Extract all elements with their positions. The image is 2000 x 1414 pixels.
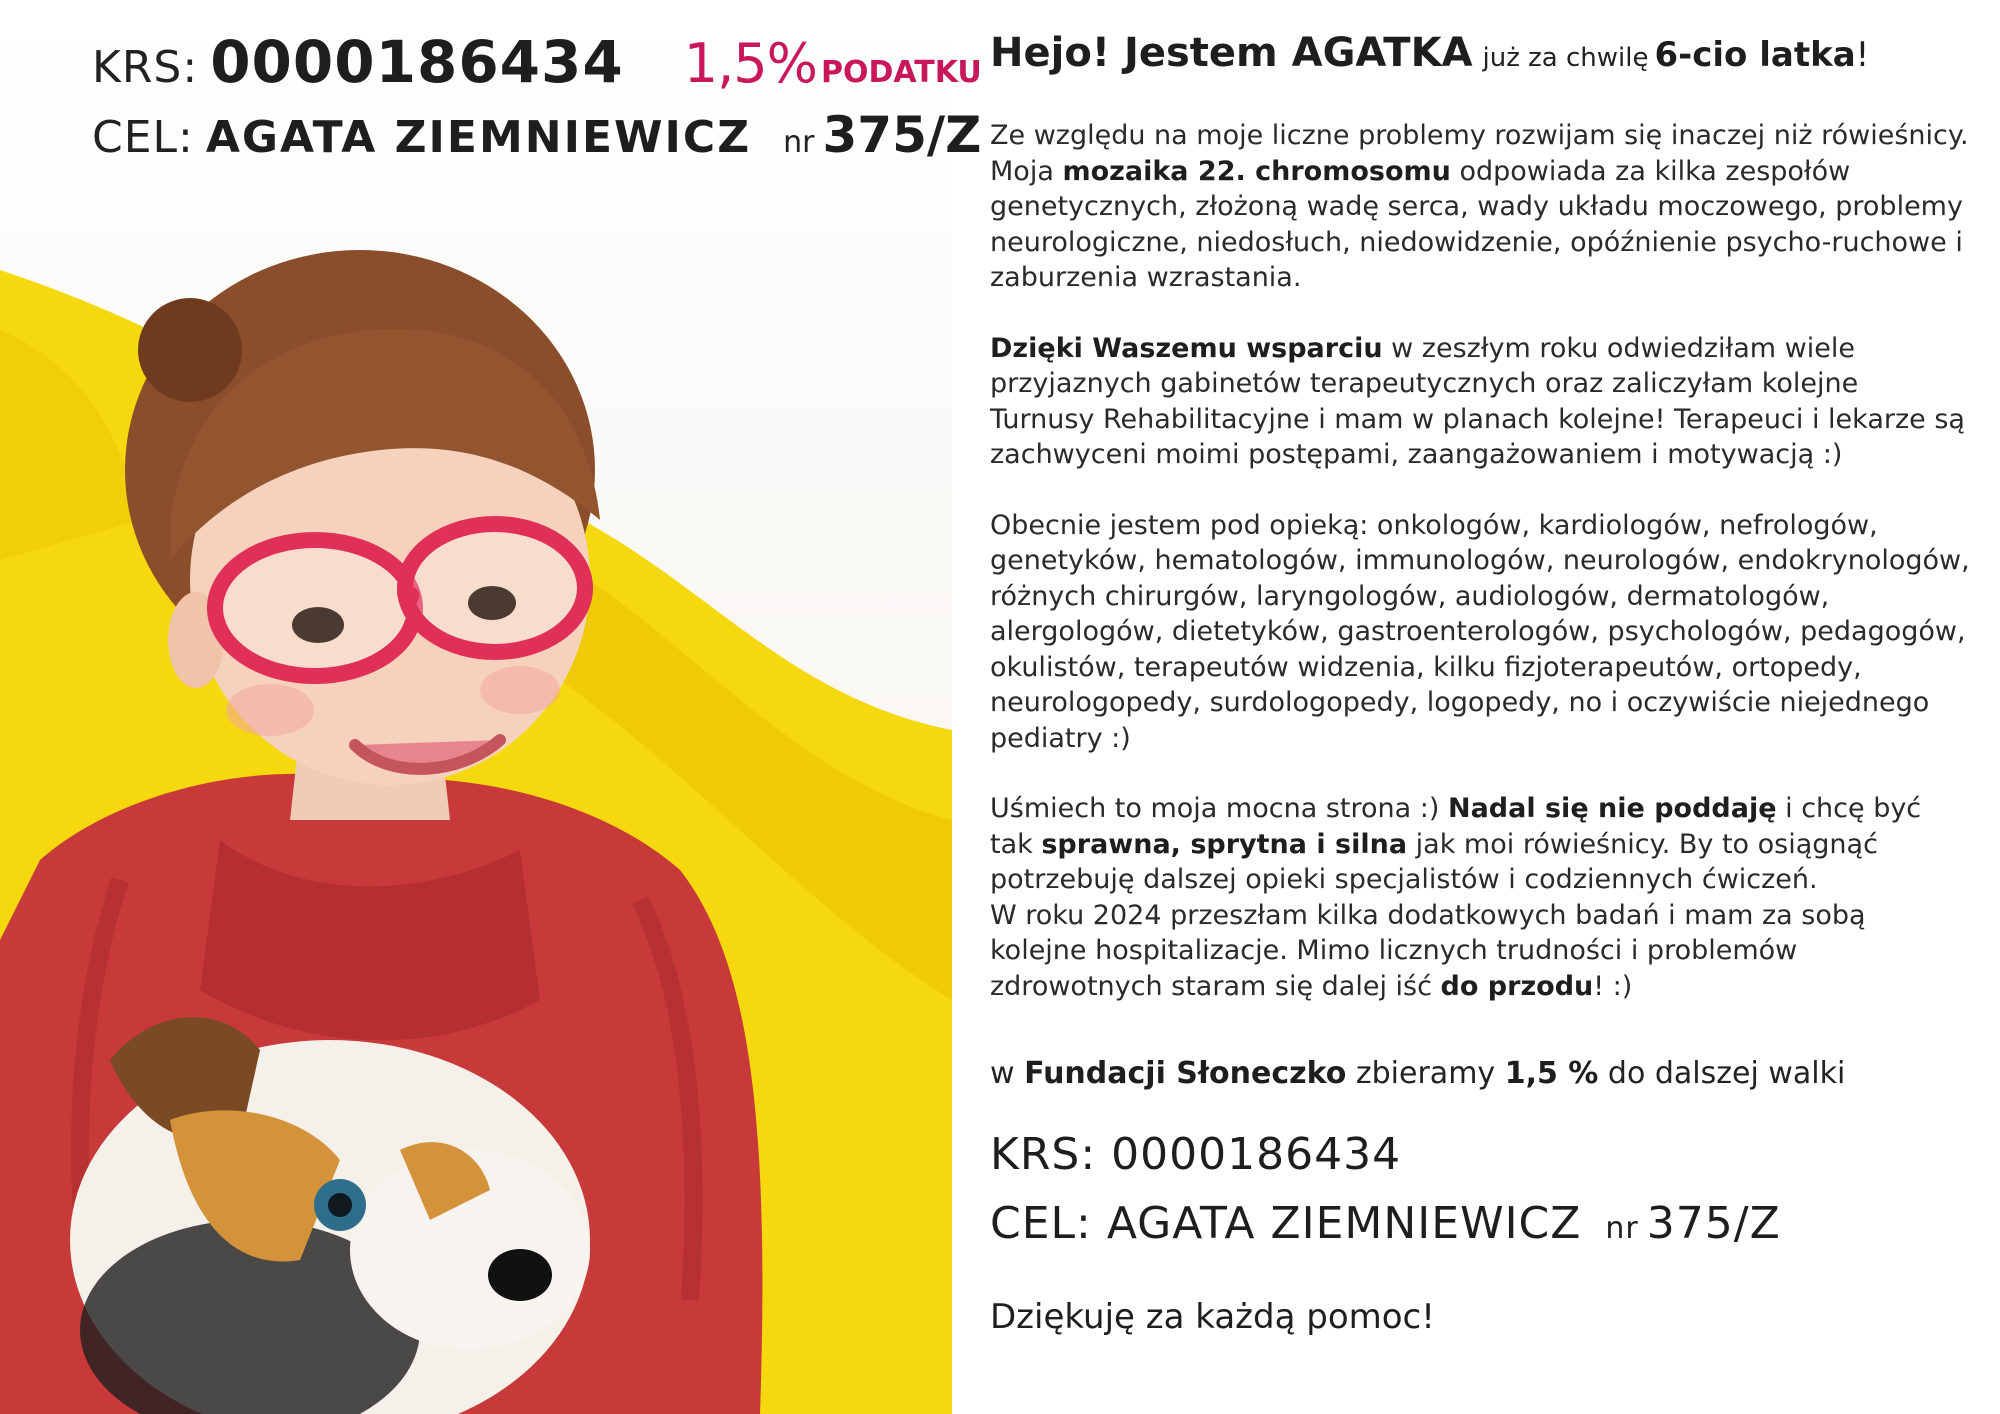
- p1-text-c: odpowiada za kilka zespołów genetycznych, złożoną wadę serca, wady układu moczowego, problemy neurologiczne, niedosłuch, niedowidzenie, opóźnienie psycho-ruchowe i zaburzenia wzrastania.: [990, 155, 1963, 293]
- foundation-percent: 1,5 %: [1504, 1056, 1599, 1091]
- footer-cel: [990, 1198, 1970, 1249]
- photo-panel: [0, 0, 982, 1414]
- paragraph-goals: [990, 791, 1970, 1004]
- greeting-age: 6-cio latka: [1654, 35, 1856, 75]
- tax-label: PODATKU: [820, 55, 982, 90]
- beneficiary-name: AGATA ZIEMNIEWICZ: [205, 112, 752, 163]
- p4-text-a: Uśmiech to moja mocna strona :): [990, 793, 1448, 824]
- p4-bold-g: do przodu: [1440, 970, 1594, 1002]
- p2-bold: Dzięki Waszemu wsparciu: [990, 332, 1383, 364]
- hair-bun: [138, 298, 242, 402]
- p2-text: w zeszłym roku odwiedziłam wiele przyjaznych gabinetów terapeutycznych oraz zaliczyłam kolejne Turnusy Rehabilitacyjne i mam w planach kolejne! Terapeuci i lekarze są zachwyceni moimi postępami, zaangażowaniem i motywacją :): [990, 332, 1965, 470]
- footer-cel-name: CEL: AGATA ZIEMNIEWICZ: [990, 1198, 1582, 1249]
- p4-bold-d: sprawna, sprytna i silna: [1041, 828, 1408, 860]
- footer-nr-value: 375/Z: [1646, 1198, 1781, 1249]
- p1-bold: mozaika 22. chromosomu: [1062, 155, 1451, 187]
- p4-text-c: i chcę być tak: [990, 793, 1922, 860]
- foundation-a: w: [990, 1056, 1025, 1091]
- foundation-line: [990, 1056, 1970, 1091]
- paragraph-support: [990, 331, 1970, 473]
- p4-bold-b: Nadal się nie poddaję: [1447, 793, 1777, 824]
- tax-percent: 1,5%: [683, 32, 817, 95]
- krs-row: [92, 28, 982, 96]
- left-header: [92, 28, 982, 164]
- paragraph-specialists: [990, 508, 1970, 757]
- krs-label: KRS:: [92, 42, 199, 93]
- cel-label: CEL:: [92, 112, 194, 163]
- p4-text-f: W roku 2024 przeszłam kilka dodatkowych badań i mam za sobą kolejne hospitalizacje. Mimo licznych trudności i problemów zdrowotnych staram się dalej iść: [990, 899, 1866, 1002]
- paragraph-condition: [990, 118, 1970, 296]
- cel-row: [92, 106, 982, 164]
- foundation-c: zbieramy: [1346, 1056, 1505, 1091]
- dog-nose: [488, 1249, 552, 1301]
- p1-text-a: Ze względu na moje liczne problemy rozwijam się inaczej niż rówieśnicy. Moja: [990, 120, 1969, 187]
- footer-krs: KRS: 0000186434: [990, 1129, 1402, 1180]
- krs-number: 0000186434: [210, 28, 624, 96]
- thanks-line: Dziękuję za każdą pomoc!: [990, 1297, 1435, 1337]
- nr-value: 375/Z: [822, 106, 982, 164]
- foundation-e: do dalszej walki: [1598, 1056, 1846, 1091]
- text-panel: [990, 30, 1970, 1337]
- nr-label: nr: [783, 125, 815, 160]
- footer-nr-label: nr: [1605, 1211, 1639, 1246]
- p4-text-e: jak moi rówieśnicy. By to osiągnąć potrzebuję dalszej opieki specjalistów i codziennych ćwiczeń.: [990, 828, 1878, 895]
- greeting-main: Hejo! Jestem AGATKA: [990, 30, 1473, 76]
- p4-text-h: ! :): [1593, 970, 1633, 1002]
- child-photo-illustration: [0, 0, 952, 1414]
- foundation-name: Fundacji Słoneczko: [1024, 1056, 1347, 1091]
- greeting-tail: !: [1855, 35, 1870, 75]
- greeting-small: już za chwilę: [1482, 43, 1649, 73]
- p3-text: Obecnie jestem pod opieką: onkologów, kardiologów, nefrologów, genetyków, hematologów, immunologów, neurologów, endokrynologów, różnych chirurgów, laryngologów, audiologów, dermatologów, alergologów, dietetyków, gastroenterologów, psychologów, pedagogów, okulistów, terapeutów widzenia, kilku fizjoterapeutów, ortopedy, neurologopedy, surdologopedy, logopedy, no i oczywiście niejednego pediatry :): [990, 509, 1970, 754]
- greeting-heading: [990, 30, 1970, 76]
